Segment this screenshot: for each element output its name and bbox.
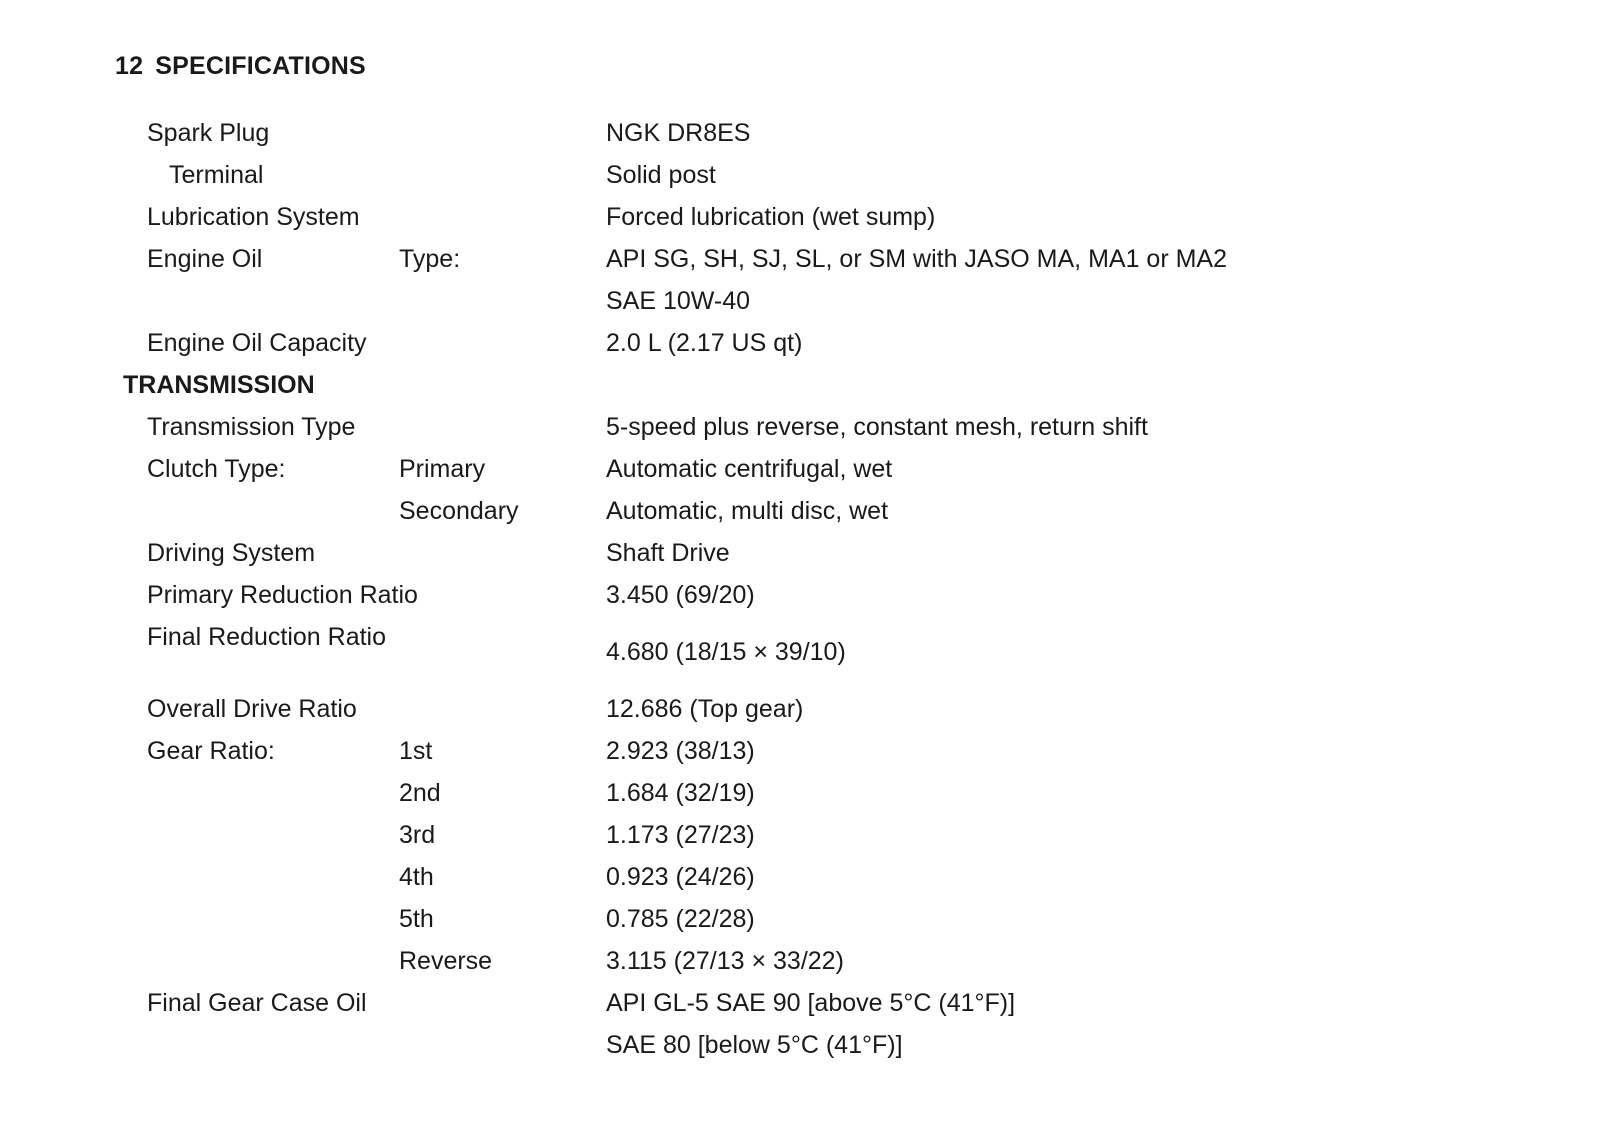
spec-value: SAE 80 [below 5°C (41°F)] bbox=[606, 1031, 903, 1059]
spec-value: Solid post bbox=[606, 161, 716, 189]
spec-label: Driving System bbox=[147, 539, 316, 567]
spec-value: Automatic centrifugal, wet bbox=[606, 455, 893, 483]
spec-sublabel: 3rd bbox=[399, 821, 436, 849]
spec-sublabel: 2nd bbox=[399, 779, 441, 807]
spec-value: 3.115 (27/13 × 33/22) bbox=[606, 947, 844, 975]
spec-sublabel: Type: bbox=[399, 245, 461, 273]
spec-sublabel: 1st bbox=[399, 737, 433, 765]
spec-value: 1.173 (27/23) bbox=[606, 821, 755, 849]
spec-value: 5-speed plus reverse, constant mesh, return shift bbox=[606, 413, 1148, 441]
spec-label: Primary Reduction Ratio bbox=[147, 581, 418, 609]
section-title: SPECIFICATIONS bbox=[155, 52, 366, 80]
spec-value: NGK DR8ES bbox=[606, 119, 751, 147]
spec-sublabel: 5th bbox=[399, 905, 434, 933]
spec-value: 2.923 (38/13) bbox=[606, 737, 755, 765]
spec-value: 4.680 (18/15 × 39/10) bbox=[606, 638, 846, 666]
spec-value: Forced lubrication (wet sump) bbox=[606, 203, 936, 231]
spec-sublabel: Secondary bbox=[399, 497, 519, 525]
spec-value: 0.923 (24/26) bbox=[606, 863, 755, 891]
spec-value: 2.0 L (2.17 US qt) bbox=[606, 329, 803, 357]
spec-value: 0.785 (22/28) bbox=[606, 905, 755, 933]
spec-sublabel: 4th bbox=[399, 863, 434, 891]
spec-value: SAE 10W-40 bbox=[606, 287, 751, 315]
spec-label: Engine Oil bbox=[147, 245, 263, 273]
transmission-heading: TRANSMISSION bbox=[123, 371, 315, 399]
spec-value: 12.686 (Top gear) bbox=[606, 695, 804, 723]
spec-label: Lubrication System bbox=[147, 203, 360, 231]
spec-label: Overall Drive Ratio bbox=[147, 695, 357, 723]
spec-value: 3.450 (69/20) bbox=[606, 581, 755, 609]
spec-value: API GL-5 SAE 90 [above 5°C (41°F)] bbox=[606, 989, 1016, 1017]
spec-value: Shaft Drive bbox=[606, 539, 730, 567]
page-number: 12 bbox=[115, 52, 144, 80]
spec-label: Spark Plug bbox=[147, 119, 270, 147]
spec-label: Transmission Type bbox=[147, 413, 356, 441]
spec-label: Clutch Type: bbox=[147, 455, 286, 483]
spec-value: 1.684 (32/19) bbox=[606, 779, 755, 807]
spec-label: Gear Ratio: bbox=[147, 737, 275, 765]
spec-label: Final Gear Case Oil bbox=[147, 989, 367, 1017]
spec-value: API SG, SH, SJ, SL, or SM with JASO MA, MA1 or MA2 bbox=[606, 245, 1227, 273]
spec-label: Final Reduction Ratio bbox=[147, 623, 387, 651]
spec-sublabel: Reverse bbox=[399, 947, 493, 975]
spec-value: Automatic, multi disc, wet bbox=[606, 497, 889, 525]
spec-label: Terminal bbox=[169, 161, 264, 189]
spec-label: Engine Oil Capacity bbox=[147, 329, 367, 357]
spec-sublabel: Primary bbox=[399, 455, 486, 483]
